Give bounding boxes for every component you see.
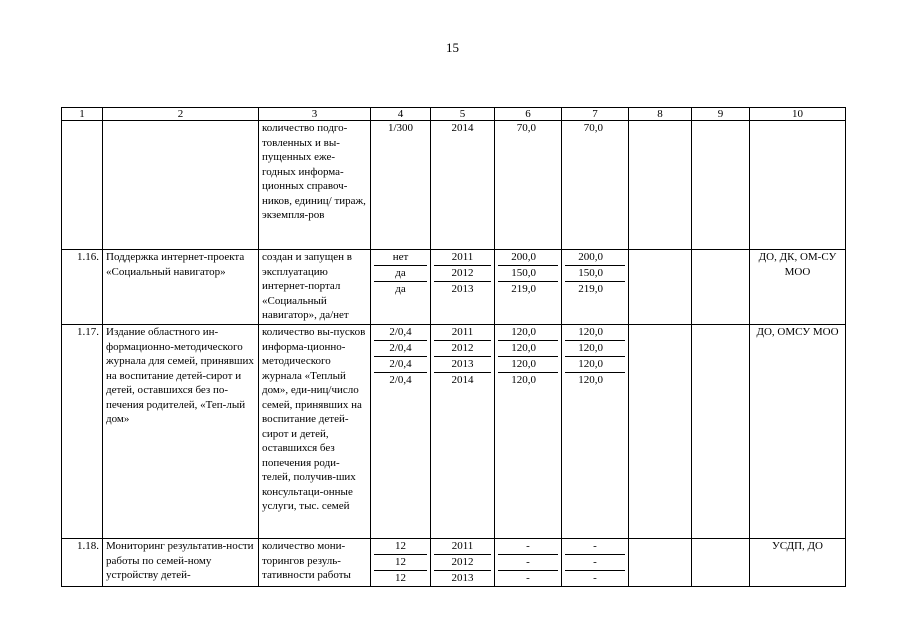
amount-total: 120,0 bbox=[498, 325, 558, 341]
year: 2011 bbox=[434, 325, 491, 341]
executor bbox=[750, 121, 846, 250]
item-name bbox=[103, 121, 259, 250]
executor: УСДП, ДО bbox=[750, 539, 846, 587]
table-row bbox=[62, 250, 846, 325]
amount-budget: - bbox=[565, 539, 625, 555]
column-header: 7 bbox=[562, 108, 629, 121]
amount-budget: 120,0 bbox=[565, 341, 625, 357]
program-table bbox=[61, 107, 846, 587]
table-row bbox=[62, 325, 846, 539]
amount-total: - bbox=[498, 555, 558, 571]
amount-total: 120,0 bbox=[498, 357, 558, 373]
target-value: 1/300 bbox=[387, 122, 414, 134]
column-header: 5 bbox=[431, 108, 495, 121]
item-name: Мониторинг результатив-ности работы по семей-ному устройству детей- bbox=[103, 539, 259, 587]
column-header: 9 bbox=[692, 108, 750, 121]
target-value: 2/0,4 bbox=[389, 374, 412, 386]
amount-total: 120,0 bbox=[498, 341, 558, 357]
year: 2012 bbox=[434, 266, 491, 282]
amount-budget: 200,0 bbox=[565, 250, 625, 266]
column-header: 4 bbox=[371, 108, 431, 121]
executor: ДО, ОМСУ МОО bbox=[750, 325, 846, 539]
item-number bbox=[62, 121, 103, 250]
year: 2011 bbox=[434, 250, 491, 266]
amount-total: - bbox=[526, 572, 530, 584]
amount-total: - bbox=[498, 539, 558, 555]
amount-budget: 219,0 bbox=[578, 283, 603, 295]
amount-total: 120,0 bbox=[511, 374, 536, 386]
item-name: Поддержка интернет-проекта «Социальный навигатор» bbox=[103, 250, 259, 325]
year: 2014 bbox=[451, 122, 474, 134]
column-header: 3 bbox=[259, 108, 371, 121]
target-value: нет bbox=[374, 250, 427, 266]
amount-budget: 120,0 bbox=[565, 357, 625, 373]
target-value: да bbox=[395, 283, 406, 295]
year: 2011 bbox=[434, 539, 491, 555]
target-value: 12 bbox=[395, 572, 406, 584]
target-value: да bbox=[374, 266, 427, 282]
target-value: 2/0,4 bbox=[374, 341, 427, 357]
target-value: 12 bbox=[374, 539, 427, 555]
amount-total: 200,0 bbox=[498, 250, 558, 266]
column-header: 1 bbox=[62, 108, 103, 121]
column-header: 2 bbox=[103, 108, 259, 121]
executor: ДО, ДК, ОМ-СУ МОО bbox=[750, 250, 846, 325]
item-number: 1.17. bbox=[62, 325, 103, 539]
indicator-text: создан и запущен в эксплуатацию интернет-портал «Социальный навигатор», да/нет bbox=[259, 250, 371, 325]
year: 2014 bbox=[451, 374, 474, 386]
amount-total: 150,0 bbox=[498, 266, 558, 282]
target-value: 2/0,4 bbox=[374, 325, 427, 341]
page-number: 15 bbox=[446, 40, 459, 55]
amount-total: 70,0 bbox=[516, 122, 536, 134]
column-number-row bbox=[62, 108, 846, 121]
amount-budget: 120,0 bbox=[565, 325, 625, 341]
year: 2013 bbox=[451, 572, 474, 584]
item-number: 1.16. bbox=[62, 250, 103, 325]
amount-total: 219,0 bbox=[511, 283, 536, 295]
amount-budget: 70,0 bbox=[583, 122, 603, 134]
target-value: 12 bbox=[374, 555, 427, 571]
year: 2013 bbox=[451, 283, 474, 295]
year: 2012 bbox=[434, 555, 491, 571]
table-row bbox=[62, 121, 846, 250]
table-row bbox=[62, 539, 846, 587]
amount-budget: - bbox=[565, 555, 625, 571]
column-header: 8 bbox=[629, 108, 692, 121]
indicator-text: количество вы-пусков информа-ционно-методического журнала «Теплый дом», еди-ниц/число семей, принявших на воспитание детей-сирот и детей, оставшихся без попечения роди-телей, получив-ших консультаци-онные услуги, тыс. семей bbox=[259, 325, 371, 539]
column-header: 6 bbox=[495, 108, 562, 121]
target-value: 2/0,4 bbox=[374, 357, 427, 373]
year: 2013 bbox=[434, 357, 491, 373]
amount-budget: 120,0 bbox=[578, 374, 603, 386]
amount-budget: 150,0 bbox=[565, 266, 625, 282]
amount-budget: - bbox=[593, 572, 597, 584]
year: 2012 bbox=[434, 341, 491, 357]
indicator-text: количество подго-товленных и вы-пущенных еже-годных информа-ционных справоч-ников, единиц/ тираж, экземпля-ров bbox=[259, 121, 371, 250]
item-name: Издание областного ин-формационно-методического журнала для семей, принявших на воспитание детей-сирот и детей, оставшихся без по-печения родителей, «Теп-лый дом» bbox=[103, 325, 259, 539]
column-header: 10 bbox=[750, 108, 846, 121]
item-number: 1.18. bbox=[62, 539, 103, 587]
indicator-text: количество мони-торингов резуль-тативности работы bbox=[259, 539, 371, 587]
